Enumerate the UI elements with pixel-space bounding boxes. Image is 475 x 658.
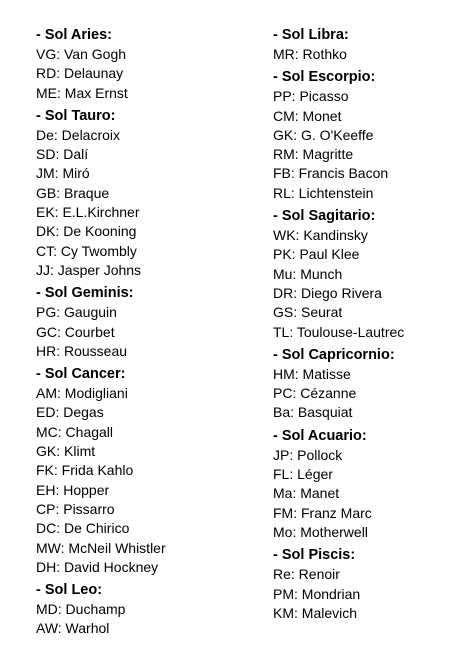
sign-group	[36, 284, 236, 361]
artist-entry: Mo: Motherwell	[273, 523, 368, 540]
artist-entry: GS: Seurat	[273, 304, 343, 321]
artist-entry: GK: G. O'Keeffe	[273, 126, 374, 143]
sign-group	[273, 546, 463, 623]
artist-entry: PP: Picasso	[273, 88, 349, 105]
artist-entry: GK: Klimt	[36, 443, 96, 460]
artist-entry: JJ: Jasper Johns	[36, 261, 142, 278]
artist-entry: GC: Courbet	[36, 323, 115, 340]
artist-entry: HR: Rousseau	[36, 342, 128, 359]
artist-entry: CP: Pissarro	[36, 500, 115, 517]
artist-entry: SD: Dalí	[36, 146, 89, 163]
artist-entry: Re: Renoir	[273, 566, 340, 583]
artist-entry: ED: Degas	[36, 404, 104, 421]
sign-heading: - Sol Leo:	[36, 582, 103, 599]
sign-group	[273, 207, 463, 342]
artist-entry: PK: Paul Klee	[273, 246, 360, 263]
artist-entry: CM: Monet	[273, 107, 342, 124]
artist-entry: MC: Chagall	[36, 423, 114, 440]
sign-heading: - Sol Libra:	[273, 27, 349, 43]
artist-entry: WK: Kandinsky	[273, 227, 368, 244]
sign-group	[36, 365, 236, 577]
sign-group	[273, 68, 463, 203]
artist-entry: FB: Francis Bacon	[273, 165, 389, 182]
artist-entry: HM: Matisse	[273, 365, 351, 382]
sign-heading: - Sol Geminis:	[36, 285, 134, 302]
sign-group	[273, 427, 463, 542]
sign-group	[273, 346, 463, 423]
artist-entry: AM: Modigliani	[36, 385, 128, 402]
sign-group	[36, 581, 236, 639]
artist-entry: DR: Diego Rivera	[273, 284, 382, 301]
artist-entry: PG: Gauguin	[36, 304, 117, 321]
artist-entry: EH: Hopper	[36, 481, 110, 498]
artist-entry: De: Delacroix	[36, 126, 121, 143]
sign-heading: - Sol Sagitario:	[273, 208, 376, 225]
artist-entry: FM: Franz Marc	[273, 504, 372, 521]
sign-heading: - Sol Piscis:	[273, 547, 356, 564]
artist-entry: DK: De Kooning	[36, 223, 137, 240]
left-column	[36, 26, 236, 639]
artist-entry: Ba: Basquiat	[273, 404, 353, 421]
artist-entry: RM: Magritte	[273, 146, 354, 163]
artist-entry: TL: Toulouse-Lautrec	[273, 323, 405, 340]
artist-entry: MR: Rothko	[273, 46, 347, 62]
artist-entry: RL: Lichtenstein	[273, 184, 374, 201]
sign-heading: - Sol Capricornio:	[273, 346, 395, 363]
artist-entry: FK: Frida Kahlo	[36, 462, 134, 479]
artist-entry: EK: E.L.Kirchner	[36, 204, 140, 221]
right-column	[273, 26, 463, 623]
artist-entry: GB: Braque	[36, 184, 110, 201]
sign-group	[273, 26, 463, 64]
artist-entry: ME: Max Ernst	[36, 84, 128, 101]
artist-entry: KM: Malevich	[273, 604, 358, 621]
sign-group	[36, 26, 236, 103]
artist-entry: AW: Warhol	[36, 620, 110, 637]
artist-entry: Mu: Munch	[273, 265, 343, 282]
sign-group	[36, 107, 236, 280]
artist-entry: JM: Miró	[36, 165, 90, 182]
artist-entry: Ma: Manet	[273, 485, 340, 502]
artist-entry: RD: Delaunay	[36, 65, 124, 82]
artist-entry: PC: Cézanne	[273, 385, 357, 402]
artist-entry: MD: Duchamp	[36, 601, 126, 618]
artist-entry: DC: De Chirico	[36, 520, 130, 537]
sign-heading: - Sol Acuario:	[273, 427, 367, 444]
artist-entry: FL: Léger	[273, 466, 333, 483]
sign-heading: - Sol Escorpio:	[273, 69, 376, 86]
artist-entry: DH: David Hockney	[36, 558, 159, 575]
sign-heading: - Sol Aries:	[36, 27, 113, 43]
artist-entry: MW: McNeil Whistler	[36, 539, 166, 556]
artist-entry: PM: Mondrian	[273, 585, 361, 602]
artist-entry: CT: Cy Twombly	[36, 242, 137, 259]
artist-entry: VG: Van Gogh	[36, 46, 127, 62]
sign-heading: - Sol Tauro:	[36, 107, 116, 124]
artist-entry: JP: Pollock	[273, 446, 343, 463]
sign-heading: - Sol Cancer:	[36, 366, 126, 383]
